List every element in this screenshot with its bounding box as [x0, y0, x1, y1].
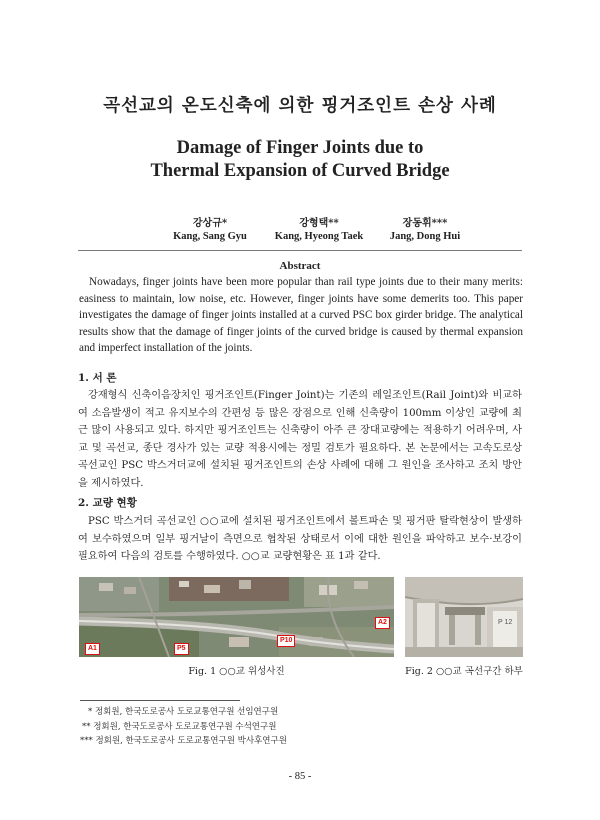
- label-p5: P5: [174, 643, 189, 655]
- paper-title-korean: 곡선교의 온도신축에 의한 핑거조인트 손상 사례: [103, 96, 497, 116]
- label-a1: A1: [85, 643, 100, 655]
- underside-image: [405, 577, 523, 657]
- footnote-1: * 정회원, 한국도로공사 도로교통연구원 선임연구원: [88, 707, 279, 717]
- pier-label-p12: P 12: [498, 619, 513, 626]
- abstract-text: Nowadays, finger joints have been more popular than rail type joints due to their many merits: easiness to maintain, low noise, etc. However, finger joints have some demerits too. This paper investigates the damage of finger joints installed at a curved PSC box girder bridge. The analytical results show that the damage of finger joints of the curved bridge is caused by thermal expansion and imperfect installation of the joints.: [79, 276, 523, 355]
- paper-title-english-line-1: Damage of Finger Joints due to: [176, 138, 424, 158]
- figure-1-caption: Fig. 1 ○○교 위성사진: [188, 666, 285, 677]
- author-3-name-en: Jang, Dong Hui: [389, 231, 461, 242]
- abstract-heading: Abstract: [279, 260, 321, 272]
- satellite-image: [79, 577, 394, 657]
- label-a2: A2: [375, 617, 390, 629]
- author-2-name-ko: 강형택**: [299, 218, 339, 229]
- figure-2-caption: Fig. 2 ○○교 곡선구간 하부: [405, 666, 523, 677]
- author-2-name-en: Kang, Hyeong Taek: [274, 231, 364, 242]
- paper-title-english-line-2: Thermal Expansion of Curved Bridge: [150, 161, 450, 181]
- label-p10: P10: [277, 635, 295, 647]
- author-1-name-en: Kang, Sang Gyu: [173, 231, 247, 242]
- abstract-divider: [78, 250, 522, 251]
- section-1-heading: 1. 서 론: [78, 372, 117, 384]
- author-3: [350, 214, 500, 242]
- section-2-heading: 2. 교량 현황: [78, 497, 137, 509]
- author-1-name-ko: 강상규*: [192, 218, 228, 229]
- page-number: - 85 -: [288, 771, 312, 782]
- footnote-divider: [80, 700, 240, 701]
- section-2-text: PSC 박스거더 곡선교인 ○○교에 설치된 핑거조인트에서 볼트파손 및 핑거판 탈락현상이 발생하여 보수하였으며 일부 핑거날이 측면으로 협착된 상태로서 이에 대한 원인을 파악하고 보수·보강이 필요하여 다음의 검토를 수행하였다. ○○교 교량현황은 표 1과 같다.: [78, 516, 522, 562]
- figure-2-underside-photo: [405, 577, 523, 657]
- footnote-3: *** 정회원, 한국도로공사 도로교통연구원 박사후연구원: [80, 736, 287, 746]
- author-3-name-ko: 장동휘***: [402, 218, 448, 229]
- section-1-text: 강재형식 신축이음장치인 핑거조인트(Finger Joint)는 기존의 레일조인트(Rail Joint)와 비교하여 소음발생이 적고 유지보수의 간편성 등 많은 장점으로 인해 신축량이 100mm 이상인 교량에 최근 많이 사용되고 있다. 하지만 핑거조인트는 신축량이 아주 큰 장대교량에는 적용하기 어려우며, 사교 및 곡선교, 종단 경사가 있는 교량 적용시에는 정밀 검토가 필요하다. 본 논문에서는 고속도로상 곡선교인 PSC 박스거더교에 설치된 핑거조인트의 손상 사례에 대해 그 원인을 조사하고 조치 방안을 제시하였다.: [78, 390, 522, 489]
- footnotes: [80, 705, 380, 749]
- footnote-2: ** 정회원, 한국도로공사 도로교통연구원 수석연구원: [82, 721, 277, 732]
- figure-1-satellite-photo: [79, 577, 394, 657]
